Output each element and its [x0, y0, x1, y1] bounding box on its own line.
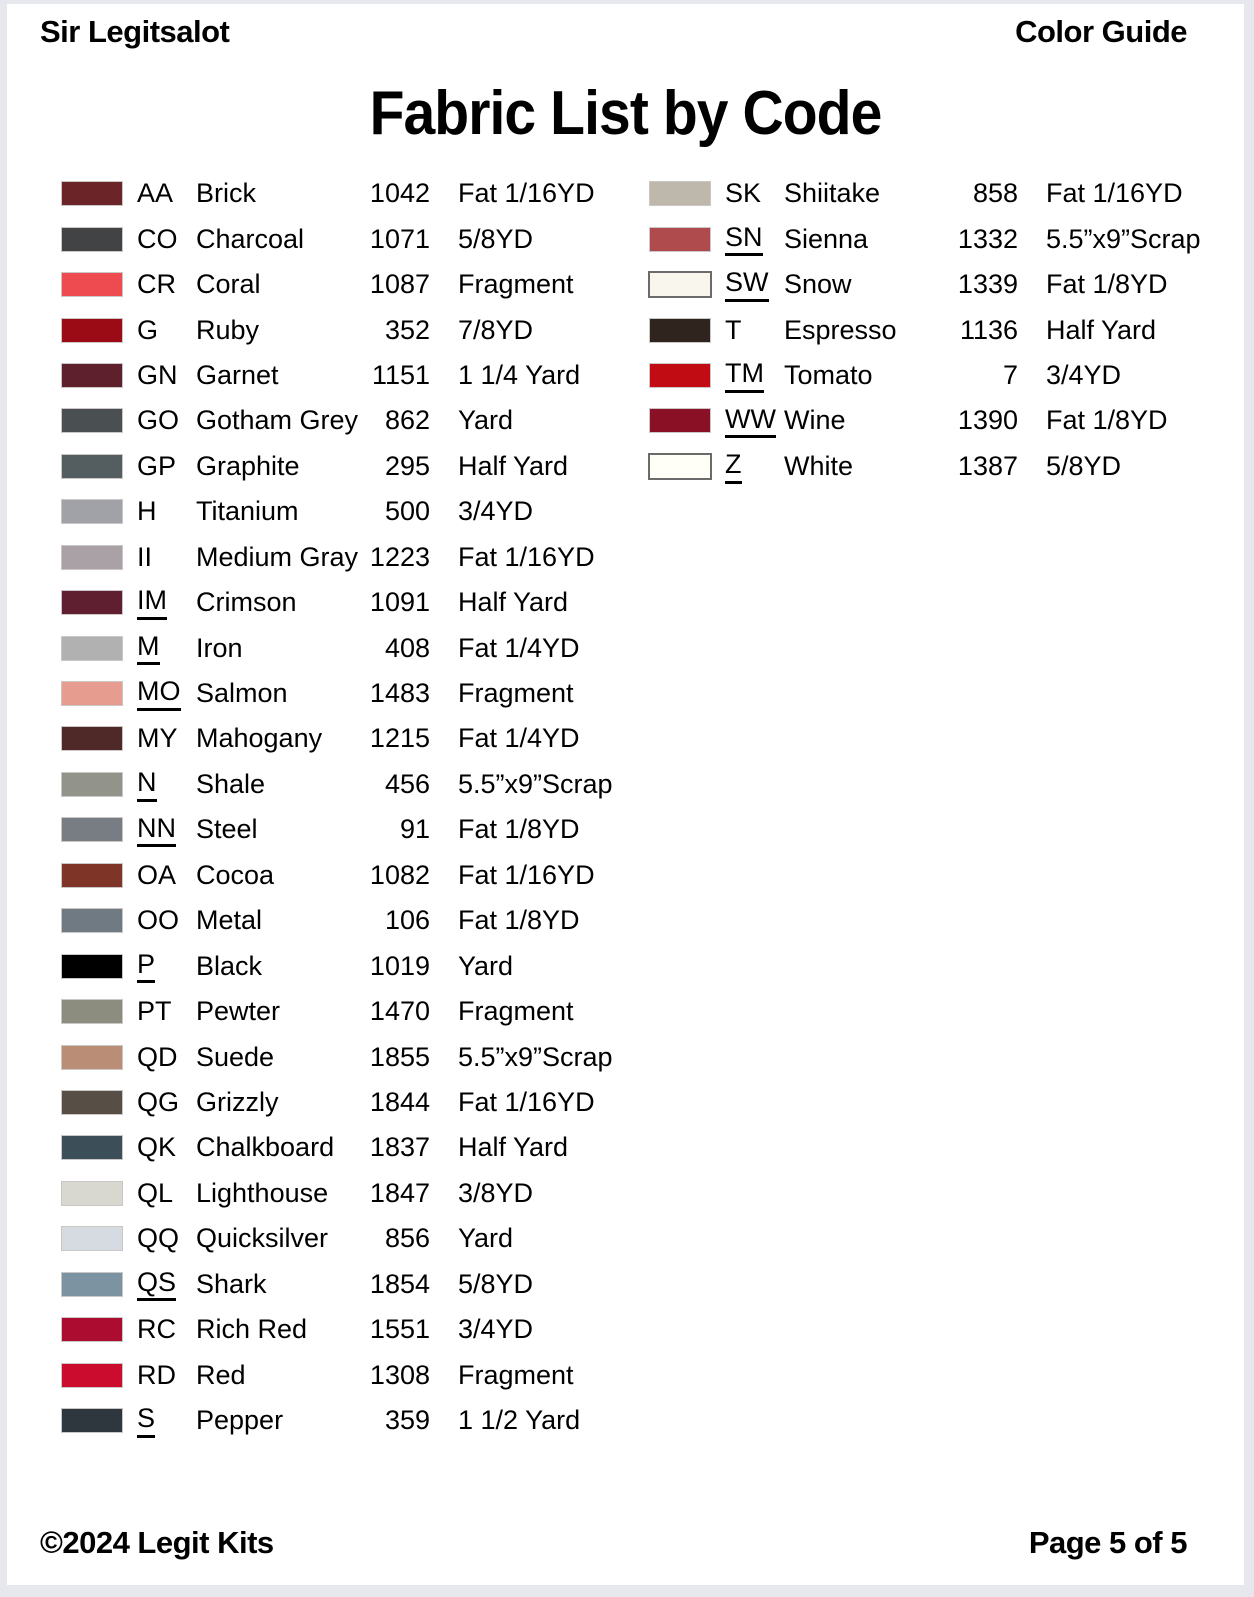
fabric-name: Red [196, 1359, 246, 1390]
fabric-row [62, 1034, 613, 1079]
fabric-yardage: Yard [458, 1223, 514, 1254]
fabric-code [137, 949, 196, 983]
fabric-code [725, 358, 784, 392]
fabric-name: Snow [784, 269, 852, 300]
fabric-color-swatch [62, 1000, 122, 1023]
fabric-row [62, 444, 613, 489]
fabric-code-text: QD [137, 1041, 178, 1072]
fabric-row [62, 1307, 613, 1352]
fabric-yardage: Fat 1/8YD [1046, 269, 1168, 300]
fabric-row [62, 1352, 613, 1397]
fabric-yardage: 3/4YD [458, 1314, 534, 1345]
fabric-row [62, 807, 613, 852]
fabric-code [137, 1267, 196, 1301]
fabric-name: Medium Gray [196, 541, 359, 572]
fabric-name: Brick [196, 178, 256, 209]
fabric-code-text: TM [725, 359, 764, 392]
fabric-yardage: 7/8YD [458, 314, 534, 345]
fabric-number: 359 [384, 1405, 430, 1436]
fabric-number: 1470 [369, 996, 430, 1027]
fabric-color-swatch [62, 1318, 122, 1341]
fabric-number: 1483 [369, 678, 430, 709]
fabric-name: Charcoal [196, 223, 305, 254]
fabric-number: 862 [384, 405, 430, 436]
fabric-code [137, 269, 196, 300]
fabric-number: 1854 [369, 1268, 430, 1299]
fabric-code [725, 404, 784, 438]
fabric-row [62, 489, 613, 534]
fabric-name: Grizzly [196, 1086, 279, 1117]
fabric-code [725, 315, 784, 346]
fabric-color-swatch [62, 1182, 122, 1205]
fabric-yardage: 5/8YD [1046, 450, 1122, 481]
fabric-row [650, 216, 1201, 261]
fabric-yardage: Fat 1/4YD [458, 723, 580, 754]
fabric-code-text: RD [137, 1359, 176, 1390]
fabric-number: 1339 [957, 269, 1018, 300]
fabric-name: Quicksilver [196, 1223, 329, 1254]
fabric-code-text: Z [725, 450, 742, 483]
fabric-color-swatch [62, 1409, 122, 1432]
fabric-name: Graphite [196, 450, 300, 481]
fabric-number: 1308 [369, 1359, 430, 1390]
fabric-number: 1847 [369, 1177, 430, 1208]
fabric-code [137, 1042, 196, 1073]
fabric-row [62, 1125, 613, 1170]
fabric-code [137, 496, 196, 527]
fabric-name: Crimson [196, 587, 297, 618]
fabric-color-swatch [62, 773, 122, 796]
fabric-yardage: Half Yard [458, 1132, 569, 1163]
fabric-color-swatch [62, 273, 122, 296]
fabric-row [62, 898, 613, 943]
fabric-code [137, 1178, 196, 1209]
fabric-code-text: G [137, 314, 159, 345]
fabric-number: 1844 [369, 1086, 430, 1117]
fabric-yardage: 5.5”x9”Scrap [458, 1041, 613, 1072]
fabric-yardage: 5.5”x9”Scrap [458, 768, 613, 799]
fabric-code-text: MO [137, 677, 181, 710]
fabric-name: Shiitake [784, 178, 881, 209]
fabric-yardage: Fat 1/16YD [1046, 178, 1183, 209]
fabric-color-swatch [62, 1273, 122, 1296]
fabric-code [137, 767, 196, 801]
fabric-name: Pewter [196, 996, 281, 1027]
fabric-row [62, 398, 613, 443]
fabric-code-text: M [137, 632, 160, 665]
fabric-code [725, 449, 784, 483]
fabric-number: 1071 [369, 223, 430, 254]
fabric-number: 1082 [369, 859, 430, 890]
fabric-color-swatch [62, 1364, 122, 1387]
fabric-color-swatch [62, 1227, 122, 1250]
fabric-list-column-left [62, 171, 613, 1443]
fabric-code-text: SW [725, 268, 769, 301]
fabric-yardage: Fat 1/8YD [458, 905, 580, 936]
fabric-code [137, 1403, 196, 1437]
fabric-code [137, 451, 196, 482]
fabric-code [137, 996, 196, 1027]
fabric-yardage: Fat 1/8YD [1046, 405, 1168, 436]
fabric-name: Wine [784, 405, 846, 436]
fabric-yardage: Yard [458, 405, 514, 436]
fabric-row [650, 444, 1201, 489]
fabric-color-swatch [62, 182, 122, 205]
page-title: Fabric List by Code [369, 79, 882, 148]
fabric-name: Metal [196, 905, 263, 936]
fabric-code-text: SN [725, 223, 763, 256]
fabric-row [62, 1171, 613, 1216]
fabric-code [137, 585, 196, 619]
fabric-row [650, 398, 1201, 443]
copyright-text: ©2024 Legit Kits [40, 1525, 274, 1560]
fabric-yardage: Fragment [458, 996, 574, 1027]
fabric-name: Steel [196, 814, 258, 845]
fabric-yardage: Half Yard [458, 450, 569, 481]
fabric-code [725, 178, 784, 209]
fabric-row [62, 262, 613, 307]
fabric-row [62, 1216, 613, 1261]
fabric-row [62, 671, 613, 716]
fabric-name: Pepper [196, 1405, 284, 1436]
fabric-number: 1136 [959, 314, 1018, 345]
fabric-code [725, 267, 784, 301]
fabric-code [137, 723, 196, 754]
fabric-yardage: Half Yard [458, 587, 569, 618]
fabric-yardage: Fat 1/16YD [458, 1086, 595, 1117]
fabric-code [137, 1223, 196, 1254]
fabric-code-text: IM [137, 586, 167, 619]
fabric-name: Tomato [784, 359, 873, 390]
page-number: Page 5 of 5 [1028, 1525, 1187, 1560]
fabric-row [650, 353, 1201, 398]
document-page [7, 4, 1244, 1585]
fabric-name: Chalkboard [196, 1132, 335, 1163]
fabric-color-swatch [62, 591, 122, 614]
fabric-code [137, 405, 196, 436]
fabric-yardage: Fragment [458, 269, 574, 300]
fabric-code-text: QL [137, 1177, 174, 1208]
fabric-code [137, 1360, 196, 1391]
fabric-code-text: S [137, 1404, 155, 1437]
fabric-number: 7 [1002, 359, 1018, 390]
fabric-row [62, 625, 613, 670]
fabric-row [62, 216, 613, 261]
fabric-number: 1390 [957, 405, 1018, 436]
fabric-code [725, 222, 784, 256]
fabric-code [137, 178, 196, 209]
fabric-row [62, 580, 613, 625]
fabric-code-text: RC [137, 1314, 176, 1345]
fabric-yardage: 5/8YD [458, 223, 534, 254]
fabric-color-swatch [62, 228, 122, 251]
fabric-name: Espresso [784, 314, 897, 345]
fabric-code-text: H [137, 496, 157, 527]
fabric-name: Iron [196, 632, 243, 663]
fabric-yardage: 5/8YD [458, 1268, 534, 1299]
fabric-row [62, 762, 613, 807]
fabric-row [62, 1398, 613, 1443]
fabric-name: Cocoa [196, 859, 275, 890]
fabric-number: 1087 [369, 269, 430, 300]
fabric-number: 1019 [369, 950, 430, 981]
fabric-number: 1332 [957, 223, 1018, 254]
fabric-code-text: II [137, 541, 153, 572]
fabric-code-text: OA [137, 859, 177, 890]
fabric-color-swatch [62, 727, 122, 750]
fabric-row [650, 171, 1201, 216]
fabric-number: 856 [384, 1223, 430, 1254]
fabric-color-swatch [62, 500, 122, 523]
fabric-code-text: QG [137, 1086, 180, 1117]
fabric-yardage: 1 1/2 Yard [458, 1405, 581, 1436]
fabric-color-swatch [62, 409, 122, 432]
fabric-number: 408 [384, 632, 430, 663]
fabric-code-text: MY [137, 723, 178, 754]
page-footer [40, 1525, 1187, 1561]
fabric-number: 1551 [369, 1314, 430, 1345]
fabric-yardage: Fat 1/16YD [458, 859, 595, 890]
fabric-number: 456 [384, 768, 430, 799]
fabric-row [62, 535, 613, 580]
fabric-row [62, 943, 613, 988]
fabric-code [137, 1314, 196, 1345]
fabric-name: Shark [196, 1268, 267, 1299]
fabric-code [137, 813, 196, 847]
fabric-number: 1091 [369, 587, 430, 618]
fabric-color-swatch [62, 637, 122, 660]
fabric-color-swatch [62, 864, 122, 887]
fabric-code-text: OO [137, 905, 180, 936]
fabric-row [62, 853, 613, 898]
fabric-color-swatch [62, 1046, 122, 1069]
fabric-code-text: AA [137, 178, 174, 209]
fabric-name: Shale [196, 768, 266, 799]
fabric-code-text: WW [725, 405, 776, 438]
fabric-number: 295 [384, 450, 430, 481]
fabric-number: 1387 [957, 450, 1018, 481]
fabric-row [62, 1080, 613, 1125]
fabric-code [137, 360, 196, 391]
fabric-yardage: 3/4YD [1046, 359, 1122, 390]
fabric-code [137, 1087, 196, 1118]
fabric-code [137, 542, 196, 573]
fabric-yardage: Half Yard [1046, 314, 1157, 345]
fabric-yardage: 3/8YD [458, 1177, 534, 1208]
fabric-code [137, 315, 196, 346]
fabric-code-text: NN [137, 814, 176, 847]
fabric-name: Ruby [196, 314, 260, 345]
fabric-row [62, 171, 613, 216]
fabric-yardage: Fat 1/4YD [458, 632, 580, 663]
fabric-name: Sienna [784, 223, 869, 254]
fabric-row [62, 989, 613, 1034]
fabric-color-swatch [650, 364, 710, 387]
fabric-yardage: 1 1/4 Yard [458, 359, 581, 390]
fabric-name: Mahogany [196, 723, 323, 754]
fabric-color-swatch [62, 319, 122, 342]
fabric-code-text: QK [137, 1132, 177, 1163]
fabric-color-swatch [62, 818, 122, 841]
fabric-yardage: 3/4YD [458, 496, 534, 527]
fabric-code-text: GP [137, 450, 177, 481]
fabric-number: 858 [972, 178, 1018, 209]
fabric-color-swatch [62, 1136, 122, 1159]
fabric-number: 1042 [369, 178, 430, 209]
fabric-color-swatch [62, 364, 122, 387]
fabric-code-text: GO [137, 405, 180, 436]
fabric-color-swatch [62, 955, 122, 978]
fabric-color-swatch [650, 228, 710, 251]
fabric-row [62, 716, 613, 761]
fabric-yardage: 5.5”x9”Scrap [1046, 223, 1201, 254]
fabric-number: 1151 [371, 359, 430, 390]
fabric-number: 500 [384, 496, 430, 527]
fabric-yardage: Fragment [458, 678, 574, 709]
fabric-code [137, 1132, 196, 1163]
fabric-code-text: GN [137, 359, 178, 390]
fabric-color-swatch [650, 273, 710, 296]
fabric-color-swatch [650, 455, 710, 478]
fabric-number: 352 [384, 314, 430, 345]
fabric-color-swatch [650, 409, 710, 432]
fabric-color-swatch [650, 182, 710, 205]
fabric-color-swatch [62, 909, 122, 932]
fabric-code [137, 631, 196, 665]
fabric-row [650, 307, 1201, 352]
fabric-code-text: QQ [137, 1223, 180, 1254]
fabric-name: Garnet [196, 359, 279, 390]
fabric-code [137, 860, 196, 891]
fabric-name: Rich Red [196, 1314, 308, 1345]
fabric-code [137, 224, 196, 255]
fabric-code-text: CR [137, 269, 176, 300]
fabric-row [650, 262, 1201, 307]
doc-type-label: Color Guide [1015, 14, 1187, 49]
fabric-color-swatch [62, 546, 122, 569]
fabric-color-swatch [62, 682, 122, 705]
fabric-code-text: SK [725, 178, 762, 209]
fabric-code [137, 905, 196, 936]
fabric-code-text: PT [137, 996, 172, 1027]
fabric-list-column-right [650, 171, 1201, 489]
fabric-name: Suede [196, 1041, 275, 1072]
fabric-number: 106 [384, 905, 430, 936]
fabric-code-text: N [137, 768, 157, 801]
fabric-number: 1215 [369, 723, 430, 754]
fabric-name: Black [196, 950, 263, 981]
fabric-color-swatch [62, 1091, 122, 1114]
fabric-code-text: P [137, 950, 155, 983]
fabric-name: Gotham Grey [196, 405, 359, 436]
fabric-code [137, 676, 196, 710]
fabric-yardage: Fat 1/16YD [458, 178, 595, 209]
fabric-yardage: Yard [458, 950, 514, 981]
fabric-name: Lighthouse [196, 1177, 329, 1208]
fabric-number: 1855 [369, 1041, 430, 1072]
fabric-code-text: CO [137, 223, 178, 254]
project-title: Sir Legitsalot [40, 14, 230, 49]
fabric-number: 1837 [369, 1132, 430, 1163]
fabric-code-text: QS [137, 1268, 176, 1301]
fabric-name: White [784, 450, 854, 481]
page-header [40, 14, 1187, 50]
fabric-color-swatch [62, 455, 122, 478]
fabric-number: 91 [399, 814, 430, 845]
fabric-code-text: T [725, 314, 742, 345]
fabric-name: Salmon [196, 678, 288, 709]
fabric-yardage: Fat 1/8YD [458, 814, 580, 845]
fabric-row [62, 353, 613, 398]
fabric-yardage: Fragment [458, 1359, 574, 1390]
fabric-color-swatch [650, 319, 710, 342]
fabric-name: Coral [196, 269, 261, 300]
fabric-yardage: Fat 1/16YD [458, 541, 595, 572]
fabric-number: 1223 [369, 541, 430, 572]
fabric-row [62, 307, 613, 352]
fabric-name: Titanium [196, 496, 299, 527]
fabric-row [62, 1262, 613, 1307]
